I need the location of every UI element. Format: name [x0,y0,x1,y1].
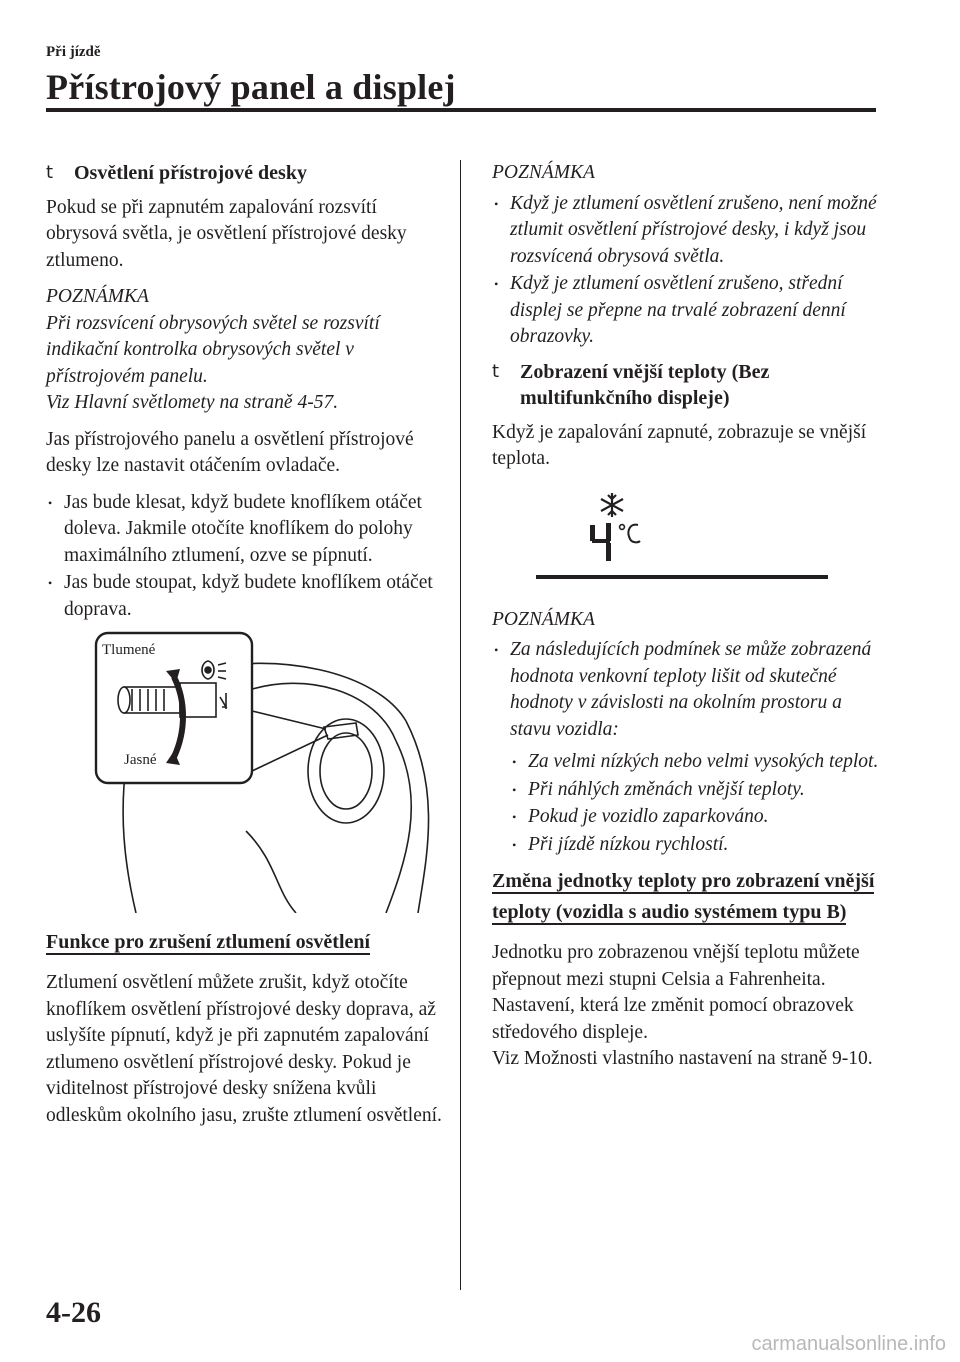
note-reference: Viz Hlavní světlomety na straně 4-57. [46,392,339,413]
note-title: POZNÁMKA [492,162,595,183]
left-column [46,160,442,1139]
section-heading-outside-temp [492,359,882,412]
temperature-display-illustration [492,487,882,587]
section-marker: t [492,360,500,382]
subsection-heading [46,927,442,958]
header-divider [46,108,876,112]
note-bullet-list [492,637,882,743]
paragraph-block [492,940,882,1073]
page-number: 4-26 [46,1296,101,1329]
list-item: • Při jízdě nízkou rychlostí. [510,832,882,859]
list-item: • Jas bude klesat, když budete knoflíkem otáčet doleva. Jakmile otočíte knoflíkem do polohy maximálního ztlumení, ozve se pípnutí. [46,490,442,570]
heading-text: Zobrazení vnější teploty (Bez multifunkčního displeje) [520,360,770,409]
figure-label-bright: Jasné [124,752,157,768]
note-body [46,311,442,417]
list-item: • Když je ztlumení osvětlení zrušeno, střední displej se přepne na trvalé zobrazení denní obrazovky. [492,271,882,351]
watermark: carmanualsonline.info [751,1333,946,1355]
figure-label-dim: Tlumené [102,642,156,658]
paragraph: Ztlumení osvětlení můžete zrušit, když otočíte knoflíkem osvětlení přístrojové desky doprava, až uslyšíte pípnutí, když je při zapnutém zapalování ztlumeno osvětlení přístrojové desky. Pokud je viditelnost přístrojové desky snížena kvůli odleskům okolního jasu, zrušte ztlumení osvětlení. [46,972,442,1126]
list-item: • Za velmi nízkých nebo velmi vysokých teplot. [510,749,882,776]
right-column [492,160,882,1073]
note-line: Při rozsvícení obrysových světel se rozsvítí indikační kontrolka obrysových světel v přístrojovém panelu. [46,312,380,387]
column-divider [460,160,461,1290]
temperature-display-drawing [492,487,882,587]
snowflake-icon [601,493,623,517]
list-item: • Když je ztlumení osvětlení zrušeno, není možné ztlumit osvětlení přístrojové desky, i když jsou rozsvícená obrysová světla. [492,191,882,271]
note-title: POZNÁMKA [46,286,149,307]
subsection-heading [492,866,882,928]
list-item: • Pokud je vozidlo zaparkováno. [510,804,882,831]
note-bullet-list [492,191,882,351]
steering-wheel-knob-drawing [46,631,442,913]
digit-segment-display [590,523,611,561]
paragraph: Jas přístrojového panelu a osvětlení přístrojové desky lze nastavit otáčením ovladače. [46,428,414,476]
section-marker: t [46,162,54,183]
note-sub-list [510,749,882,858]
paragraph: Pokud se při zapnutém zapalování rozsvítí obrysová světla, je osvětlení přístrojové desky ztlumeno. [46,196,407,271]
heading-text: Osvětlení přístrojové desky [74,162,307,184]
section-label: Při jízdě [46,44,101,60]
paragraph-reference: Viz Možnosti vlastního nastavení na straně 9-10. [492,1048,873,1069]
dimmer-knob-illustration [46,631,442,913]
bullet-list [46,490,442,624]
paragraph: Když je zapalování zapnuté, zobrazuje se vnější teplota. [492,421,867,469]
subsection-heading-text: Funkce pro zrušení ztlumení osvětlení [46,931,371,953]
page-title: Přístrojový panel a displej [46,67,456,107]
paragraph: Nastavení, která lze změnit pomocí obrazovek středového displeje. [492,995,854,1043]
note-title: POZNÁMKA [492,608,595,630]
subsection-heading-text: Změna jednotky teploty pro zobrazení vnější teploty (vozidla s audio systémem typu B) [492,870,875,923]
list-item: • Jas bude stoupat, když budete knoflíkem otáčet doprava. [46,570,442,623]
section-heading-instrument-lighting [46,160,442,187]
list-item: • Při náhlých změnách vnější teploty. [510,777,882,804]
list-item: • Za následujících podmínek se může zobrazená hodnota venkovní teploty lišit od skutečné hodnoty v závislosti na okolním prostoru a stavu vozidla: [492,637,882,743]
paragraph: Jednotku pro zobrazenou vnější teplotu můžete přepnout mezi stupni Celsia a Fahrenheita. [492,942,860,990]
